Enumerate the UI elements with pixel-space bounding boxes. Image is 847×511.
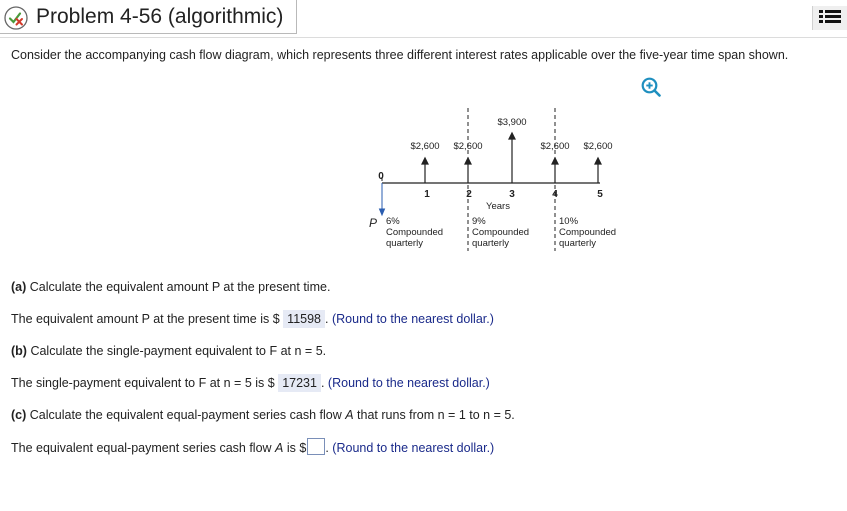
question-c — [11, 406, 515, 424]
answer-a-hint: (Round to the nearest dollar.) — [331, 312, 494, 326]
answer-c-period: . — [325, 441, 329, 455]
question-c-var: A — [345, 408, 354, 422]
answer-b-row — [11, 374, 490, 392]
rate-2-line2: quarterly — [472, 238, 509, 249]
answer-c-row — [11, 438, 494, 457]
cash-label-5: $2,600 — [583, 141, 613, 152]
year-label-1: 1 — [424, 189, 430, 200]
rate-3-line1: Compounded — [559, 227, 617, 238]
year-label-2: 2 — [466, 189, 472, 200]
question-c-label: (c) — [11, 408, 27, 422]
rate-1-line2: quarterly — [386, 238, 423, 249]
question-c-text-pre: Calculate the equivalent equal-payment series cash flow — [29, 408, 346, 422]
rate-1-value: 6% — [386, 216, 400, 227]
title-divider — [296, 0, 297, 34]
problem-intro: Consider the accompanying cash flow diagram, which represents three different interest rates applicable over the five-year time span shown. — [11, 48, 789, 62]
question-b — [11, 342, 326, 360]
header-rule — [0, 37, 847, 38]
answer-b-value[interactable]: 17231 — [278, 374, 321, 392]
year-label-5: 5 — [597, 189, 603, 200]
list-menu-icon — [819, 10, 841, 26]
answer-c-hint: (Round to the nearest dollar.) — [332, 441, 495, 455]
axis-label-years: Years — [486, 201, 510, 212]
year-label-3: 3 — [509, 189, 515, 200]
answer-a-period: . — [325, 312, 329, 326]
cash-label-4: $2,600 — [540, 141, 570, 152]
answer-c-prefix-pre: The equivalent equal-payment series cash flow — [11, 441, 276, 455]
rate-2-value: 9% — [472, 216, 486, 227]
answer-a-row — [11, 310, 494, 328]
question-menu-button[interactable] — [812, 6, 847, 30]
rate-1-line1: Compounded — [386, 227, 444, 238]
problem-title: Problem 4-56 (algorithmic) — [36, 5, 284, 28]
answer-b-prefix: The single-payment equivalent to F at n = 5 is $ — [11, 376, 275, 390]
question-b-text: Calculate the single-payment equivalent to F at n = 5. — [30, 344, 327, 358]
answer-b-hint: (Round to the nearest dollar.) — [327, 376, 490, 390]
rate-2-line1: Compounded — [472, 227, 530, 238]
p-label: P — [369, 216, 378, 230]
zoom-in-icon — [641, 77, 661, 97]
answer-b-period: . — [320, 376, 325, 390]
cash-label-2: $2,600 — [453, 141, 483, 152]
question-a-text: Calculate the equivalent amount P at the present time. — [29, 280, 331, 294]
year-label-4: 4 — [552, 189, 558, 200]
question-b-label: (b) — [11, 344, 27, 358]
problem-header — [0, 0, 847, 36]
title-underline — [0, 33, 296, 34]
partial-credit-icon — [4, 6, 28, 30]
rate-3-line2: quarterly — [559, 238, 596, 249]
answer-c-prefix-post: is $ — [283, 441, 307, 455]
year-label-0: 0 — [378, 171, 384, 182]
question-c-text-post: that runs from n = 1 to n = 5. — [353, 408, 515, 422]
answer-c-var: A — [275, 441, 284, 455]
cash-flow-diagram — [360, 105, 640, 255]
question-a — [11, 278, 330, 296]
question-a-label: (a) — [11, 280, 27, 294]
answer-a-prefix: The equivalent amount P at the present time is $ — [11, 312, 280, 326]
zoom-in-button[interactable] — [641, 77, 661, 97]
cash-label-3: $3,900 — [497, 117, 527, 128]
answer-a-value[interactable]: 11598 — [283, 310, 325, 328]
rate-3-value: 10% — [559, 216, 579, 227]
answer-c-input[interactable] — [307, 438, 325, 455]
cash-label-1: $2,600 — [410, 141, 440, 152]
